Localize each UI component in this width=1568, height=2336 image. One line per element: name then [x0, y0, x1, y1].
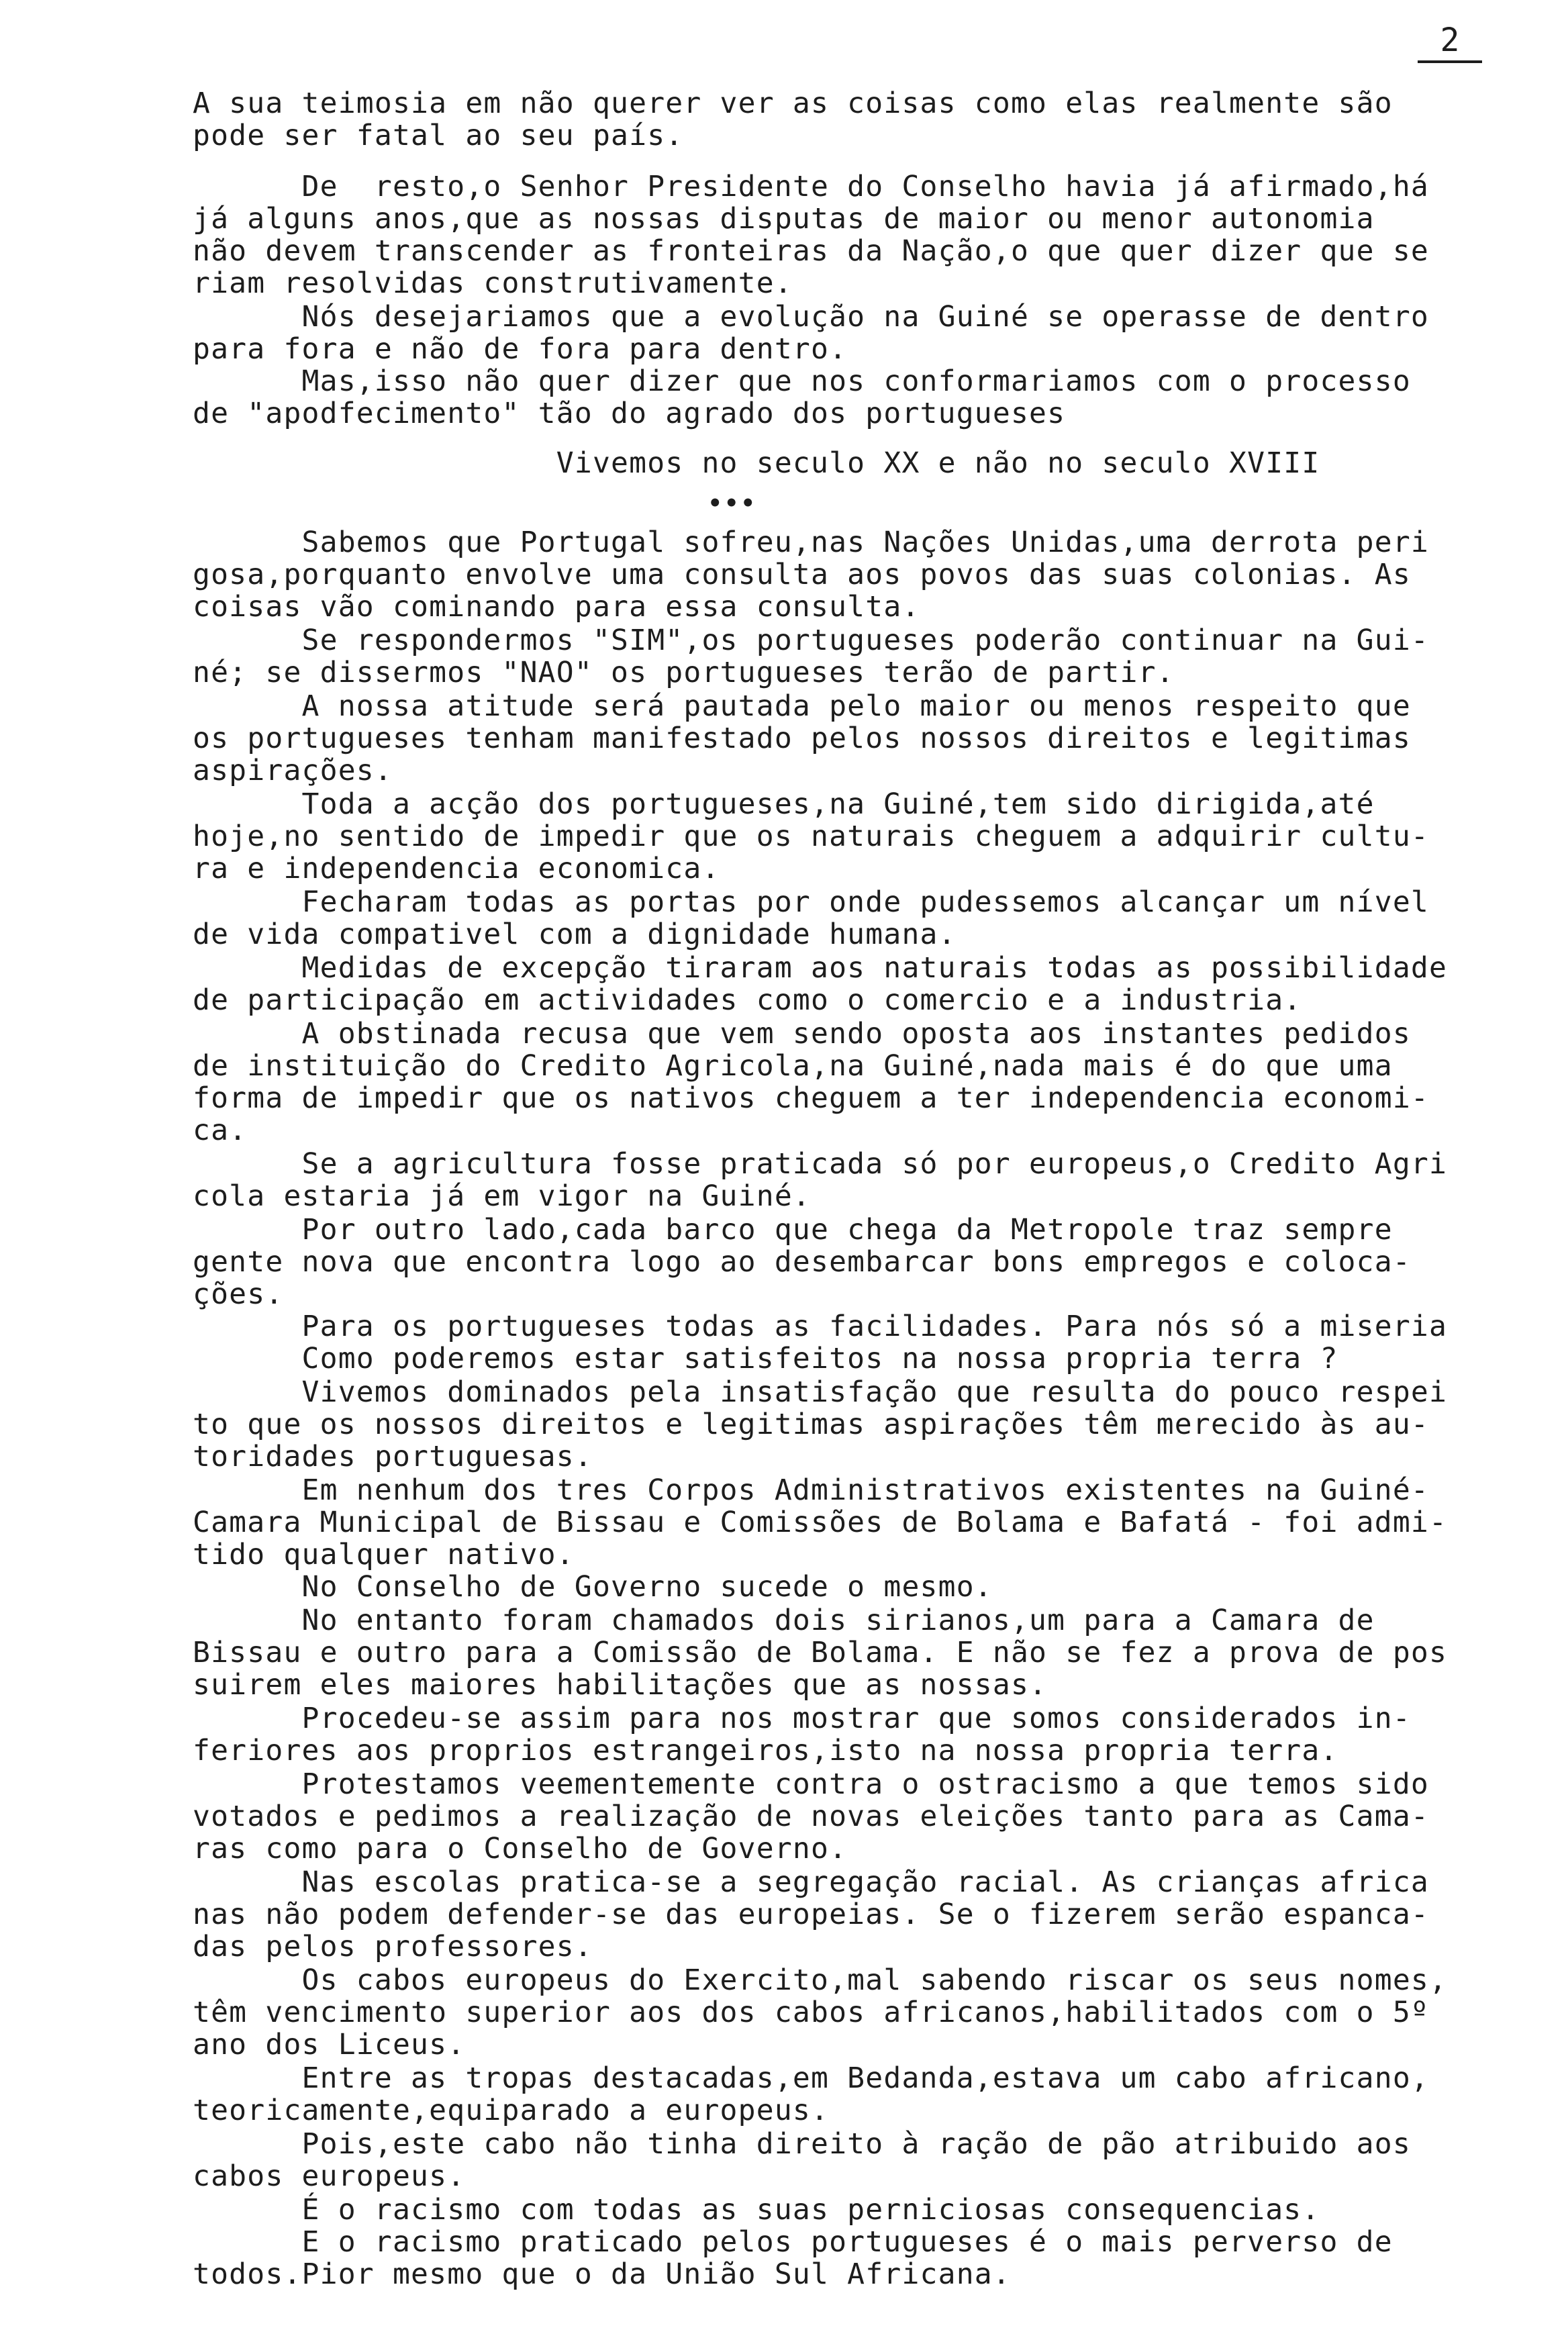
text-line: das pelos professores.	[193, 1930, 593, 1963]
text-line: pode ser fatal ao seu país.	[193, 119, 684, 152]
text-line: de "apodfecimento" tão do agrado dos portugueses	[193, 397, 1066, 430]
text-line: A sua teimosia em não querer ver as coisas como elas realmente são	[193, 87, 1393, 120]
text-line: riam resolvidas construtivamente.	[193, 266, 793, 300]
text-line: de vida compativel com a dignidade humana.	[193, 918, 957, 951]
text-line: de participação em actividades como o comercio e a industria.	[193, 983, 1302, 1017]
text-line: Protestamos veementemente contra o ostracismo a que temos sido	[193, 1767, 1429, 1801]
text-line: teoricamente,equiparado a europeus.	[193, 2094, 830, 2127]
text-line: têm vencimento superior aos dos cabos africanos,habilitados com o 5º	[193, 1996, 1429, 2029]
text-line: Medidas de excepção tiraram aos naturais todas as possibilidade	[193, 951, 1448, 985]
text-line: É o racismo com todas as suas perniciosas consequencias.	[193, 2193, 1320, 2227]
text-line: todos.Pior mesmo que o da União Sul Africana.	[193, 2257, 1011, 2291]
text-line: forma de impedir que os nativos cheguem a ter independencia economi-	[193, 1081, 1429, 1115]
text-line: Para os portugueses todas as facilidades. Para nós só a miseria	[193, 1310, 1448, 1343]
text-line: para fora e não de fora para dentro.	[193, 332, 848, 366]
text-line: coisas vão cominando para essa consulta.	[193, 590, 920, 624]
text-line: votados e pedimos a realização de novas eleições tanto para as Cama-	[193, 1800, 1429, 1833]
text-line: Vivemos dominados pela insatisfação que resulta do pouco respei	[193, 1375, 1448, 1409]
text-line: Como poderemos estar satisfeitos na nossa propria terra ?	[193, 1342, 1338, 1375]
text-line: feriores aos proprios estrangeiros,isto na nossa propria terra.	[193, 1734, 1338, 1767]
text-line: suirem eles maiores habilitações que as nossas.	[193, 1668, 1048, 1702]
text-line: os portugueses tenham manifestado pelos nossos direitos e legitimas	[193, 722, 1411, 755]
section-heading: Vivemos no seculo XX e não no seculo XVIII	[193, 446, 1320, 480]
text-line: né; se dissermos "NAO" os portugueses terão de partir.	[193, 656, 1175, 689]
text-line: A nossa atitude será pautada pelo maior ou menos respeito que	[193, 689, 1411, 723]
text-line: No Conselho de Governo sucede o mesmo.	[193, 1570, 993, 1604]
text-line: ano dos Liceus.	[193, 2028, 466, 2061]
text-line: Os cabos europeus do Exercito,mal sabendo riscar os seus nomes,	[193, 1963, 1448, 1997]
text-line: Camara Municipal de Bissau e Comissões de Bolama e Bafatá - foi admi-	[193, 1506, 1448, 1539]
text-line: No entanto foram chamados dois sirianos,um para a Camara de	[193, 1604, 1375, 1637]
text-line: nas não podem defender-se das europeias. Se o fizerem serão espanca-	[193, 1898, 1429, 1931]
text-line: E o racismo praticado pelos portugueses é o mais perverso de	[193, 2225, 1393, 2259]
text-line: Em nenhum dos tres Corpos Administrativos existentes na Guiné-	[193, 1473, 1429, 1507]
text-line: não devem transcender as fronteiras da Nação,o que quer dizer que se	[193, 234, 1429, 268]
text-line: de instituição do Credito Agricola,na Guiné,nada mais é do que uma	[193, 1049, 1393, 1083]
text-line: De resto,o Senhor Presidente do Conselho havia já afirmado,há	[193, 170, 1429, 203]
text-line: já alguns anos,que as nossas disputas de maior ou menor autonomia	[193, 202, 1375, 236]
text-line: cabos europeus.	[193, 2159, 466, 2193]
text-line: toridades portuguesas.	[193, 1440, 593, 1473]
text-line: Entre as tropas destacadas,em Bedanda,estava um cabo africano,	[193, 2061, 1429, 2095]
text-line: Pois,este cabo não tinha direito à ração de pão atribuido aos	[193, 2127, 1411, 2161]
text-line: gosa,porquanto envolve uma consulta aos povos das suas colonias. As	[193, 558, 1411, 591]
text-line: Se a agricultura fosse praticada só por europeus,o Credito Agri	[193, 1147, 1448, 1181]
text-line: ra e independencia economica.	[193, 852, 720, 885]
separator-dots: •••	[708, 490, 758, 517]
text-line: aspirações.	[193, 754, 393, 787]
text-line: Se respondermos "SIM",os portugueses poderão continuar na Gui-	[193, 624, 1429, 657]
text-line: ras como para o Conselho de Governo.	[193, 1832, 848, 1865]
page-number: 2	[1418, 23, 1482, 63]
text-line: ca.	[193, 1114, 248, 1147]
text-line: Nós desejariamos que a evolução na Guiné se operasse de dentro	[193, 300, 1429, 334]
text-line: gente nova que encontra logo ao desembarcar bons empregos e coloca-	[193, 1245, 1411, 1279]
text-line: A obstinada recusa que vem sendo oposta aos instantes pedidos	[193, 1017, 1411, 1051]
text-line: Por outro lado,cada barco que chega da Metropole traz sempre	[193, 1213, 1393, 1247]
text-line: Nas escolas pratica-se a segregação racial. As crianças africa	[193, 1865, 1429, 1899]
text-line: tido qualquer nativo.	[193, 1538, 575, 1571]
text-line: Mas,isso não quer dizer que nos conformariamos com o processo	[193, 364, 1411, 398]
text-line: to que os nossos direitos e legitimas aspirações têm merecido às au-	[193, 1408, 1429, 1441]
text-line: hoje,no sentido de impedir que os naturais cheguem a adquirir cultu-	[193, 820, 1429, 853]
text-line: Bissau e outro para a Comissão de Bolama. E não se fez a prova de pos	[193, 1636, 1448, 1669]
text-line: Procedeu-se assim para nos mostrar que somos considerados in-	[193, 1702, 1411, 1735]
text-line: Sabemos que Portugal sofreu,nas Nações Unidas,uma derrota peri	[193, 526, 1429, 559]
text-line: Toda a acção dos portugueses,na Guiné,tem sido dirigida,até	[193, 787, 1375, 821]
text-line: cola estaria já em vigor na Guiné.	[193, 1179, 811, 1213]
text-line: ções.	[193, 1277, 284, 1311]
text-line: Fecharam todas as portas por onde pudessemos alcançar um nível	[193, 885, 1429, 919]
